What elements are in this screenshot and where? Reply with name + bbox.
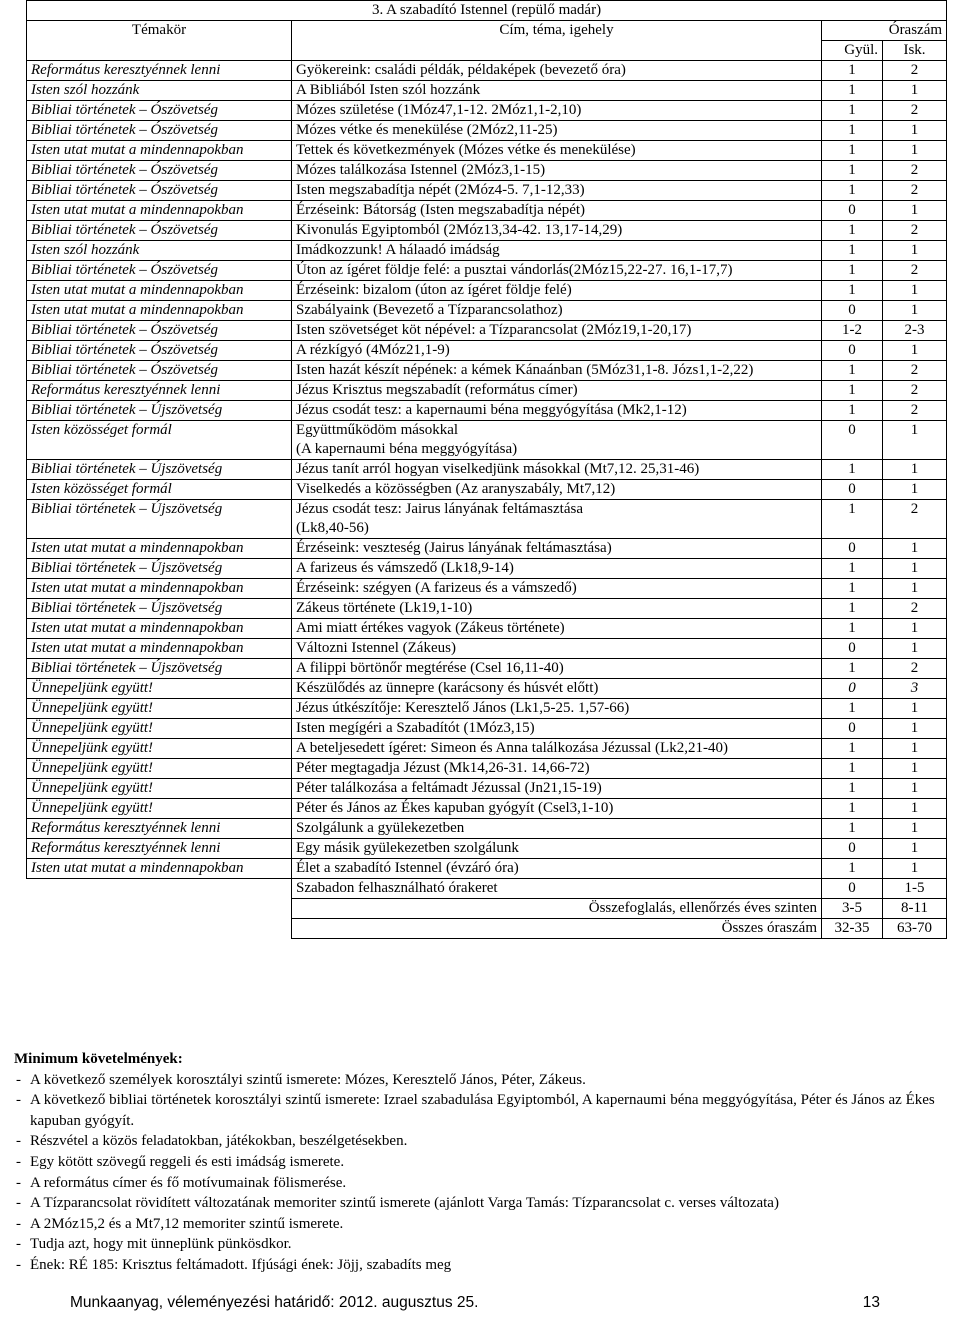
row-cim (292, 161, 822, 181)
row-cim-text: Péter és János az Ékes kapuban gyógyít (Csel3,1-10) (296, 800, 614, 816)
row-cim-text-2: (Lk8,40-56) (296, 520, 369, 536)
row-isk: 1 (883, 619, 947, 639)
row-tema: Református keresztyénnek lenni (27, 839, 292, 859)
row-isk: 2 (883, 599, 947, 619)
row-gyul: 0 (822, 719, 883, 739)
row-cim (292, 61, 822, 81)
row-gyul: 1 (822, 261, 883, 281)
row-cim-text: Isten megígéri a Szabadítót (1Móz3,15) (296, 720, 535, 736)
row-gyul: 1 (822, 161, 883, 181)
table-row (27, 221, 947, 241)
minimum-item (14, 1173, 944, 1194)
bullet-dash: - (16, 1174, 21, 1191)
row-tema: Bibliai történetek – Újszövetség (27, 500, 292, 539)
page-number: 13 (862, 1294, 880, 1311)
row-isk: 1 (883, 579, 947, 599)
row-isk: 2 (883, 401, 947, 421)
row-tema: Bibliai történetek – Ószövetség (27, 101, 292, 121)
row-tema: Isten közösséget formál (27, 480, 292, 500)
row-tema: Bibliai történetek – Ószövetség (27, 321, 292, 341)
bullet-dash: - (16, 1071, 21, 1088)
row-cim (292, 401, 822, 421)
table-row (27, 101, 947, 121)
row-cim (292, 679, 822, 699)
row-cim-text: A beteljesedett ígéret: Simeon és Anna találkozása Jézussal (Lk2,21-40) (296, 740, 728, 756)
row-isk: 2-3 (883, 321, 947, 341)
row-tema (27, 879, 292, 899)
row-gyul: 1 (822, 699, 883, 719)
row-gyul: 1 (822, 759, 883, 779)
row-cim-text: Péter megtagadja Jézust (Mk14,26-31. 14,66-72) (296, 760, 590, 776)
row-cim (292, 719, 822, 739)
row-isk: 2 (883, 61, 947, 81)
row-cim-text: Érzéseink: Bátorság (Isten megszabadítja népét) (296, 202, 586, 218)
minimum-item (14, 1070, 944, 1091)
table-row (27, 779, 947, 799)
row-cim-text: A filippi börtönőr megtérése (Csel 16,11-40) (296, 660, 564, 676)
row-cim-text: Mózes találkozása Istennel (2Móz3,1-15) (296, 162, 546, 178)
table-row (27, 599, 947, 619)
row-tema: Bibliai történetek – Újszövetség (27, 559, 292, 579)
col-header-tema: Témakör (27, 21, 292, 61)
row-gyul: 1 (822, 401, 883, 421)
row-isk: 1 (883, 699, 947, 719)
row-tema: Ünnepeljünk együtt! (27, 799, 292, 819)
row-gyul: 0 (822, 341, 883, 361)
row-cim (292, 599, 822, 619)
table-row (27, 121, 947, 141)
row-cim-text: Viselkedés a közösségben (Az aranyszabály, Mt7,12) (296, 481, 616, 497)
row-gyul: 0 (822, 639, 883, 659)
row-cim (292, 421, 822, 460)
table-row (27, 61, 947, 81)
table-row (27, 539, 947, 559)
row-isk: 1 (883, 241, 947, 261)
table-row (27, 859, 947, 879)
row-isk: 2 (883, 221, 947, 241)
row-isk: 1 (883, 779, 947, 799)
row-cim (292, 341, 822, 361)
row-isk: 2 (883, 361, 947, 381)
row-isk: 1 (883, 480, 947, 500)
row-cim-text: Érzéseink: veszteség (Jairus lányának feltámasztása) (296, 540, 612, 556)
row-cim (292, 739, 822, 759)
minimum-requirements (14, 1049, 944, 1276)
table-row (27, 281, 947, 301)
minimum-item (14, 1214, 944, 1235)
table-row (27, 719, 947, 739)
table-row (27, 679, 947, 699)
row-tema: Isten utat mutat a mindennapokban (27, 539, 292, 559)
row-isk: 1 (883, 819, 947, 839)
row-cim-text: A Bibliából Isten szól hozzánk (296, 82, 481, 98)
row-isk: 1 (883, 539, 947, 559)
osszefoglalas-isk: 8-11 (883, 899, 947, 919)
row-cim (292, 121, 822, 141)
minimum-item (14, 1193, 944, 1214)
row-gyul: 1 (822, 799, 883, 819)
table-row (27, 460, 947, 480)
row-isk: 2 (883, 659, 947, 679)
row-cim (292, 81, 822, 101)
row-tema: Isten utat mutat a mindennapokban (27, 301, 292, 321)
row-cim-text: Zákeus története (Lk19,1-10) (296, 600, 473, 616)
row-isk: 2 (883, 101, 947, 121)
row-gyul: 1 (822, 739, 883, 759)
row-isk: 1 (883, 759, 947, 779)
row-cim-text: Isten hazát készít népének: a kémek Kánaánban (5Móz31,1-8. Józs1,1-2,22) (296, 362, 754, 378)
row-cim (292, 201, 822, 221)
row-cim-text: Isten szövetséget köt népével: a Tízparancsolat (2Móz19,1-20,17) (296, 322, 692, 338)
table-row (27, 699, 947, 719)
row-isk: 1 (883, 81, 947, 101)
osszefoglalas-gyul: 3-5 (822, 899, 883, 919)
table-row (27, 81, 947, 101)
row-isk: 1 (883, 739, 947, 759)
minimum-item-text: Részvétel a közös feladatokban, játékokban, beszélgetésekben. (30, 1133, 408, 1150)
row-tema: Isten utat mutat a mindennapokban (27, 619, 292, 639)
minimum-item (14, 1234, 944, 1255)
row-cim (292, 381, 822, 401)
minimum-item-text: Egy kötött szövegű reggeli és esti imádság ismerete. (30, 1153, 345, 1170)
row-tema: Isten utat mutat a mindennapokban (27, 859, 292, 879)
table-row (27, 421, 947, 460)
row-cim (292, 659, 822, 679)
col-header-cim: Cím, téma, igehely (292, 21, 822, 61)
row-isk: 1 (883, 341, 947, 361)
row-tema: Isten utat mutat a mindennapokban (27, 281, 292, 301)
row-cim (292, 460, 822, 480)
row-cim (292, 500, 822, 539)
row-cim-text: Érzéseink: bizalom (úton az ígéret földje felé) (296, 282, 572, 298)
table-row (27, 261, 947, 281)
row-tema: Isten szól hozzánk (27, 241, 292, 261)
column-header-row (27, 21, 947, 41)
table-row (27, 500, 947, 539)
row-tema: Ünnepeljünk együtt! (27, 679, 292, 699)
row-cim (292, 579, 822, 599)
row-cim-text: A rézkígyó (4Móz21,1-9) (296, 342, 450, 358)
footer-text: Munkaanyag, véleményezési határidő: 2012. augusztus 25. (70, 1294, 479, 1311)
row-isk: 1 (883, 460, 947, 480)
row-gyul: 0 (822, 201, 883, 221)
minimum-item (14, 1152, 944, 1173)
row-gyul: 1 (822, 859, 883, 879)
row-tema: Isten utat mutat a mindennapokban (27, 201, 292, 221)
row-gyul: 1 (822, 500, 883, 539)
table-row (27, 241, 947, 261)
row-cim-text: Úton az ígéret földje felé: a pusztai vándorlás(2Móz15,22-27. 16,1-17,7) (296, 262, 733, 278)
page-footer (70, 1294, 880, 1312)
row-cim-text: Változni Istennel (Zákeus) (296, 640, 456, 656)
row-isk: 1 (883, 201, 947, 221)
minimum-item-text: Ének: RÉ 185: Krisztus feltámadott. Ifjúsági ének: Jöjj, szabadíts meg (30, 1256, 452, 1273)
row-tema: Református keresztyénnek lenni (27, 819, 292, 839)
row-isk: 3 (883, 679, 947, 699)
minimum-item-text: A református címer és fő motívumainak fölismerése. (30, 1174, 347, 1191)
table-row (27, 739, 947, 759)
row-cim-text: Együttműködöm másokkal (296, 422, 459, 438)
row-isk: 1 (883, 839, 947, 859)
row-isk: 1 (883, 799, 947, 819)
row-cim-text: Jézus csodát tesz: a kapernaumi béna meggyógyítása (Mk2,1-12) (296, 402, 687, 418)
row-cim-text: Szabályaink (Bevezető a Tízparancsolathoz) (296, 302, 563, 318)
section-title-row (27, 1, 947, 21)
row-cim-text: Kivonulás Egyiptomból (2Móz13,34-42. 13,17-14,29) (296, 222, 623, 238)
col-header-oraszam: Óraszám (822, 21, 947, 41)
table-row (27, 201, 947, 221)
bullet-dash: - (16, 1133, 21, 1150)
osszes-gyul: 32-35 (822, 919, 883, 939)
row-cim-text: Mózes születése (1Móz47,1-12. 2Móz1,1-2,10) (296, 102, 582, 118)
row-cim (292, 779, 822, 799)
row-gyul: 1 (822, 181, 883, 201)
row-cim (292, 639, 822, 659)
row-cim (292, 480, 822, 500)
row-cim (292, 281, 822, 301)
row-cim (292, 839, 822, 859)
row-isk: 1 (883, 421, 947, 460)
table-row (27, 819, 947, 839)
row-cim (292, 819, 822, 839)
row-cim-text: Jézus Krisztus megszabadít (református címer) (296, 382, 578, 398)
row-cim (292, 241, 822, 261)
minimum-item-text: A következő személyek korosztályi szintű ismerete: Mózes, Keresztelő János, Péter, Zákeus. (30, 1071, 586, 1088)
row-tema: Bibliai történetek – Ószövetség (27, 261, 292, 281)
bullet-dash: - (16, 1153, 21, 1170)
table-row (27, 480, 947, 500)
minimum-item (14, 1090, 944, 1131)
row-cim-text: Mózes vétke és menekülése (2Móz2,11-25) (296, 122, 558, 138)
row-isk: 1 (883, 559, 947, 579)
row-isk: 2 (883, 500, 947, 539)
row-isk: 2 (883, 381, 947, 401)
row-cim-text-2: (A kapernaumi béna meggyógyítása) (296, 441, 518, 457)
row-cim (292, 559, 822, 579)
row-isk: 1 (883, 141, 947, 161)
bullet-dash: - (16, 1236, 21, 1253)
row-tema: Bibliai történetek – Újszövetség (27, 401, 292, 421)
table-row (27, 579, 947, 599)
row-tema: Bibliai történetek – Ószövetség (27, 181, 292, 201)
col-header-gyul: Gyül. (822, 41, 883, 61)
row-gyul: 1 (822, 659, 883, 679)
minimum-item-text: Tudja azt, hogy mit ünneplünk pünkösdkor. (30, 1236, 292, 1253)
row-gyul: 1 (822, 460, 883, 480)
row-gyul: 1 (822, 559, 883, 579)
row-gyul: 1 (822, 819, 883, 839)
row-tema: Ünnepeljünk együtt! (27, 719, 292, 739)
row-gyul: 0 (822, 539, 883, 559)
row-cim (292, 619, 822, 639)
row-cim-text: Ami miatt értékes vagyok (Zákeus története) (296, 620, 565, 636)
row-cim-text: Jézus csodát tesz: Jairus lányának feltámasztása (296, 501, 583, 517)
row-tema: Bibliai történetek – Ószövetség (27, 221, 292, 241)
osszefoglalas-label: Összefoglalás, ellenőrzés éves szinten (292, 899, 822, 919)
osszes-label: Összes óraszám (292, 919, 822, 939)
table-row (27, 141, 947, 161)
row-cim (292, 321, 822, 341)
row-isk: 2 (883, 261, 947, 281)
row-cim-text: Jézus tanít arról hogyan viselkedjünk másokkal (Mt7,12. 25,31-46) (296, 461, 700, 477)
row-tema: Bibliai történetek – Ószövetség (27, 361, 292, 381)
row-tema: Isten közösséget formál (27, 421, 292, 460)
table-row (27, 879, 947, 899)
table-row (27, 659, 947, 679)
row-gyul: 1 (822, 141, 883, 161)
table-row (27, 401, 947, 421)
row-cim (292, 759, 822, 779)
row-cim-text: Jézus útkészítője: Keresztelő János (Lk1,5-25. 1,57-66) (296, 700, 630, 716)
row-isk: 2 (883, 181, 947, 201)
row-gyul: 1 (822, 599, 883, 619)
row-cim-text: Péter találkozása a feltámadt Jézussal (Jn21,15-19) (296, 780, 602, 796)
table-row (27, 759, 947, 779)
row-tema: Bibliai történetek – Újszövetség (27, 599, 292, 619)
row-gyul: 1 (822, 101, 883, 121)
table-row (27, 181, 947, 201)
minimum-item (14, 1131, 944, 1152)
row-gyul: 1 (822, 221, 883, 241)
row-cim-text: Élet a szabadító Istennel (évzáró óra) (296, 860, 519, 876)
row-isk: 1 (883, 859, 947, 879)
row-tema: Bibliai történetek – Ószövetség (27, 341, 292, 361)
row-gyul: 0 (822, 679, 883, 699)
row-tema: Bibliai történetek – Ószövetség (27, 161, 292, 181)
row-cim-text: Szabadon felhasználható órakeret (296, 880, 498, 896)
row-tema: Ünnepeljünk együtt! (27, 759, 292, 779)
row-gyul: 1 (822, 361, 883, 381)
row-isk: 1 (883, 281, 947, 301)
row-tema: Református keresztyénnek lenni (27, 61, 292, 81)
row-cim-text: Tettek és következmények (Mózes vétke és menekülése) (296, 142, 636, 158)
row-cim-text: A farizeus és vámszedő (Lk18,9-14) (296, 560, 514, 576)
row-gyul: 0 (822, 480, 883, 500)
col-header-isk: Isk. (883, 41, 947, 61)
row-cim-text: Érzéseink: szégyen (A farizeus és a vámszedő) (296, 580, 577, 596)
row-cim-text: Isten megszabadítja népét (2Móz4-5. 7,1-12,33) (296, 182, 585, 198)
row-cim (292, 181, 822, 201)
row-cim (292, 859, 822, 879)
table-row (27, 839, 947, 859)
table-row (27, 559, 947, 579)
row-isk: 1 (883, 639, 947, 659)
section-title: 3. A szabadító Istennel (repülő madár) (27, 1, 947, 21)
row-cim (292, 879, 822, 899)
row-tema: Ünnepeljünk együtt! (27, 739, 292, 759)
row-cim (292, 699, 822, 719)
table-row (27, 321, 947, 341)
row-tema: Református keresztyénnek lenni (27, 381, 292, 401)
table-row (27, 639, 947, 659)
minimum-list (14, 1070, 944, 1276)
row-gyul: 1 (822, 381, 883, 401)
minimum-item-text: A Tízparancsolat rövidített változatának memoriter szintű ismerete (ajánlott Varga Tamás: Tízparancsolat c. verses változata) (30, 1195, 779, 1212)
row-gyul: 1 (822, 121, 883, 141)
row-isk: 1 (883, 121, 947, 141)
row-cim (292, 141, 822, 161)
row-cim-text: Egy másik gyülekezetben szolgálunk (296, 840, 519, 856)
row-isk: 1 (883, 719, 947, 739)
row-isk: 1 (883, 301, 947, 321)
row-cim (292, 539, 822, 559)
table-row (27, 361, 947, 381)
row-tema: Ünnepeljünk együtt! (27, 779, 292, 799)
row-gyul: 0 (822, 839, 883, 859)
row-cim-text: Készülődés az ünnepre (karácsony és húsvét előtt) (296, 680, 599, 696)
table-row (27, 619, 947, 639)
row-cim (292, 361, 822, 381)
table-row (27, 381, 947, 401)
row-cim (292, 221, 822, 241)
table-row (27, 799, 947, 819)
row-gyul: 1 (822, 241, 883, 261)
table-body (27, 61, 947, 899)
row-tema: Isten utat mutat a mindennapokban (27, 141, 292, 161)
minimum-item (14, 1255, 944, 1276)
row-gyul: 1 (822, 619, 883, 639)
row-tema: Bibliai történetek – Ószövetség (27, 121, 292, 141)
row-tema: Isten utat mutat a mindennapokban (27, 579, 292, 599)
table-row (27, 161, 947, 181)
bullet-dash: - (16, 1195, 21, 1212)
table-row (27, 341, 947, 361)
osszes-isk: 63-70 (883, 919, 947, 939)
bullet-dash: - (16, 1215, 21, 1232)
row-tema: Isten utat mutat a mindennapokban (27, 639, 292, 659)
row-tema: Bibliai történetek – Újszövetség (27, 460, 292, 480)
row-isk: 2 (883, 161, 947, 181)
row-cim-text: Szolgálunk a gyülekezetben (296, 820, 465, 836)
row-gyul: 0 (822, 301, 883, 321)
row-cim-text: Gyökereink: családi példák, példaképek (bevezető óra) (296, 62, 626, 78)
row-gyul: 0 (822, 879, 883, 899)
minimum-item-text: A következő bibliai történetek korosztályi szintű ismerete: Izrael szabadulása Egyiptomból, A kapernaumi béna meggyógyítása, Péter és János az Ékes kapuban gyógyít. (30, 1092, 935, 1129)
minimum-item-text: A 2Móz15,2 és a Mt7,12 memoriter szintű ismerete. (30, 1215, 344, 1232)
bullet-dash: - (16, 1092, 21, 1109)
bullet-dash: - (16, 1256, 21, 1273)
row-cim-text: Imádkozzunk! A hálaadó imádság (296, 242, 500, 258)
row-cim (292, 261, 822, 281)
row-gyul: 1 (822, 779, 883, 799)
row-tema: Ünnepeljünk együtt! (27, 699, 292, 719)
minimum-title: Minimum követelmények: (14, 1051, 183, 1067)
curriculum-table (26, 0, 947, 939)
row-tema: Bibliai történetek – Újszövetség (27, 659, 292, 679)
table-row (27, 301, 947, 321)
row-cim (292, 101, 822, 121)
row-gyul: 1 (822, 281, 883, 301)
row-gyul: 1 (822, 61, 883, 81)
summary-row (27, 899, 947, 919)
row-cim (292, 301, 822, 321)
row-gyul: 0 (822, 421, 883, 460)
row-gyul: 1 (822, 81, 883, 101)
total-row (27, 919, 947, 939)
row-tema: Isten szól hozzánk (27, 81, 292, 101)
row-gyul: 1-2 (822, 321, 883, 341)
row-isk: 1-5 (883, 879, 947, 899)
row-cim (292, 799, 822, 819)
row-gyul: 1 (822, 579, 883, 599)
